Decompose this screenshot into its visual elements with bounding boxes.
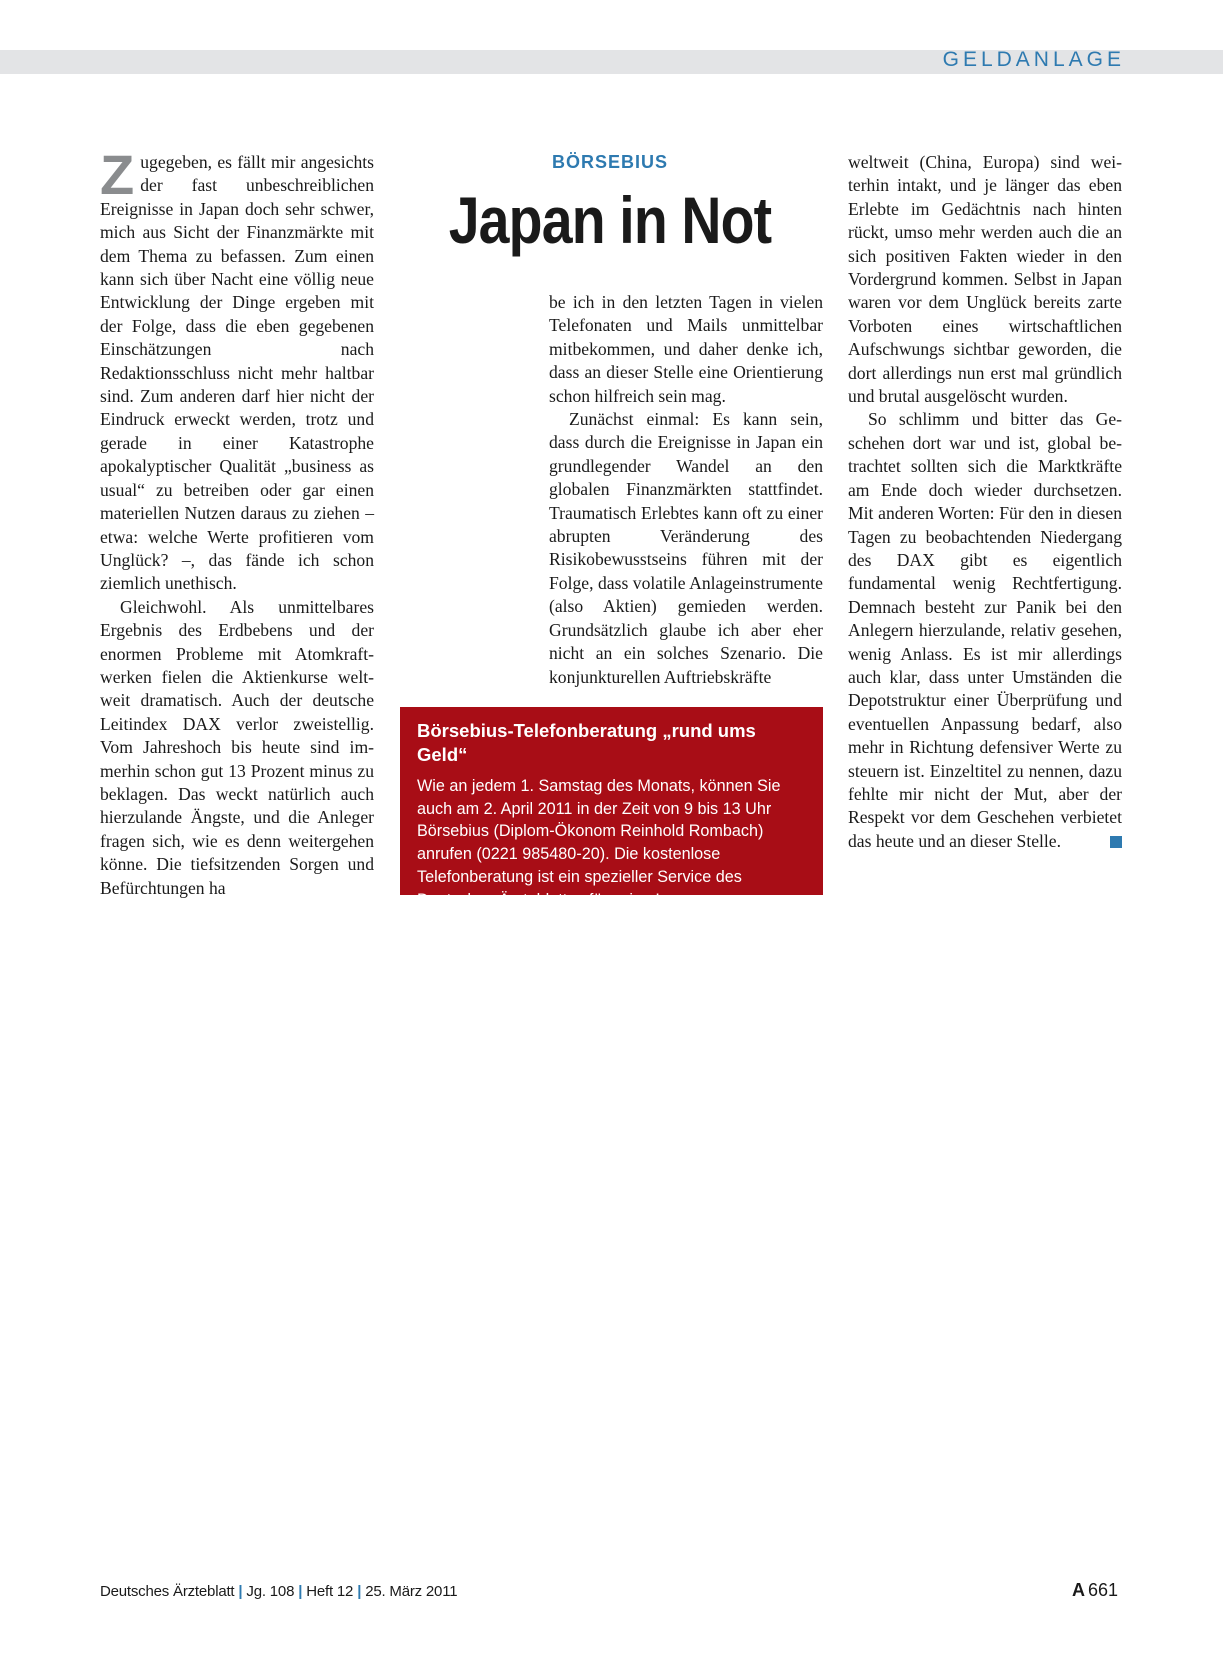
paragraph-text: So schlimm und bitter das Geschehen dort war und ist, global betrachtet sollten sich die Marktkräfte am Ende doch wieder durchsetzen. Mit anderen Worten: Für den in diesen Tagen zu beobachtenden Niedergang des DAX gibt es eigentlich fundamental wenig Rechtfertigung. Demnach besteht zur Panik bei den Anlegern hierzulande, relativ gesehen, wenig Anlass. Es ist mir allerdings auch klar, dass unter Umständen die Depotstruktur einer Überprüfung und eventuellen Anpassung bedarf, also mehr in Richtung defensiver Werte zu steuern ist. Einzeltitel zu nennen, dazu fehlte mir nicht der Mut, aber der Respekt vor dem Geschehen verbietet das heute und an dieser Stelle.	[848, 409, 1122, 851]
footer-citation	[100, 1583, 457, 1600]
paragraph: Gleichwohl. Als unmittelbares Ergebnis des Erdbebens und der enormen Probleme mit Atomkraftwerken fielen die Aktienkurse weltweit dramatisch. Auch der deutsche Leitindex DAX verlor zweistellig. Vom Jahreshoch bis heute sind immerhin schon gut 13 Prozent minus zu beklagen. Das weckt natürlich auch hierzulande Ängste, und die Anleger fragen sich, wie es denn weitergehen könne. Die tiefsitzenden Sorgen und Befürchtungen ha	[100, 596, 374, 898]
paragraph: be ich in den letzten Tagen in vielen Telefonaten und Mails unmittelbar mitbekommen, und daher denke ich, dass an dieser Stelle eine Orientierung schon hilfreich sein mag.	[549, 292, 823, 406]
article-column-3	[848, 151, 1122, 853]
article-column-2	[549, 291, 823, 689]
drop-cap: Z	[100, 143, 135, 206]
article-column-1	[100, 143, 374, 900]
paragraph: Zunächst einmal: Es kann sein, dass durch die Ereignisse in Japan ein grundlegender Wandel an den globalen Finanzmärkten stattfindet. Traumatisch Erlebtes kann oft zu einer abrupten Veränderung des Risikobewusstseins führen mit der Folge, dass volatile Anlageinstrumente (also Aktien) gemieden werden. Grundsätzlich glaube ich aber eher nicht an ein solches Szenario. Die konjunkturellen Auftriebskräfte	[549, 409, 823, 687]
section-label: GELDANLAGE	[942, 48, 1125, 71]
page-number	[1072, 1580, 1118, 1601]
paragraph: ugegeben, es fällt mir angesichts der fast unbeschreiblichen Ereignisse in Japan doch sehr schwer, mich aus Sicht der Finanzmärkte mit dem Thema zu befassen. Zum einen kann sich über Nacht eine völlig neue Entwicklung der Dinge ergeben mit der Folge, dass die eben gegebenen Einschätzungen nach Redaktionsschluss nicht mehr haltbar sind. Zum anderen darf hier nicht der Eindruck erweckt werden, trotz und gerade in einer Katastrophe apokalyptischer Qualität „business as usual“ zu betreiben oder gar einen materiellen Nutzen daraus zu ziehen – etwa: welche Werte profitieren vom Unglück? –, das fände ich schon ziemlich unethisch.	[100, 152, 374, 594]
paragraph	[848, 408, 1122, 853]
end-of-article-icon	[1110, 836, 1122, 848]
separator: |	[238, 1583, 243, 1600]
article-kicker: BÖRSEBIUS	[551, 152, 668, 172]
journal-name: Deutsches Ärzteblatt	[100, 1583, 235, 1600]
paragraph: weltweit (China, Europa) sind weiterhin intakt, und je länger das eben Erlebte im Gedächtnis nach hinten rückt, umso mehr werden auch die an sich positiven Fakten wieder in den Vordergrund kommen. Selbst in Japan waren vor dem Unglück bereits zarte Vorboten eines wirtschaftlichen Aufschwungs sichtbar geworden, die dort allerdings nun erst mal gründlich und brutal ausgelöscht wurden.	[848, 152, 1122, 407]
journal-issue: Heft 12	[306, 1583, 354, 1600]
page-number-value: 661	[1087, 1580, 1118, 1600]
info-box-title: Börsebius-Telefonberatung „rund ums Geld“	[417, 720, 756, 765]
info-box	[400, 707, 823, 909]
article-title: Japan in Not	[448, 183, 772, 257]
issue-date: 25. März 2011	[365, 1583, 458, 1600]
separator: |	[298, 1583, 303, 1600]
journal-volume: Jg. 108	[246, 1583, 295, 1600]
separator: |	[357, 1583, 362, 1600]
page-prefix: A	[1071, 1580, 1085, 1600]
info-box-text: Wie an jedem 1. Samstag des Monats, können Sie auch am 2. April 2011 in der Zeit von 9 bis 13 Uhr Börsebius (Diplom-Ökonom Reinhold Rombach) anrufen (0221 985480-20). Die kostenlose Telefonberatung ist ein spezieller Service des Deutschen Ärzteblattes für seine Leser.	[417, 777, 781, 909]
